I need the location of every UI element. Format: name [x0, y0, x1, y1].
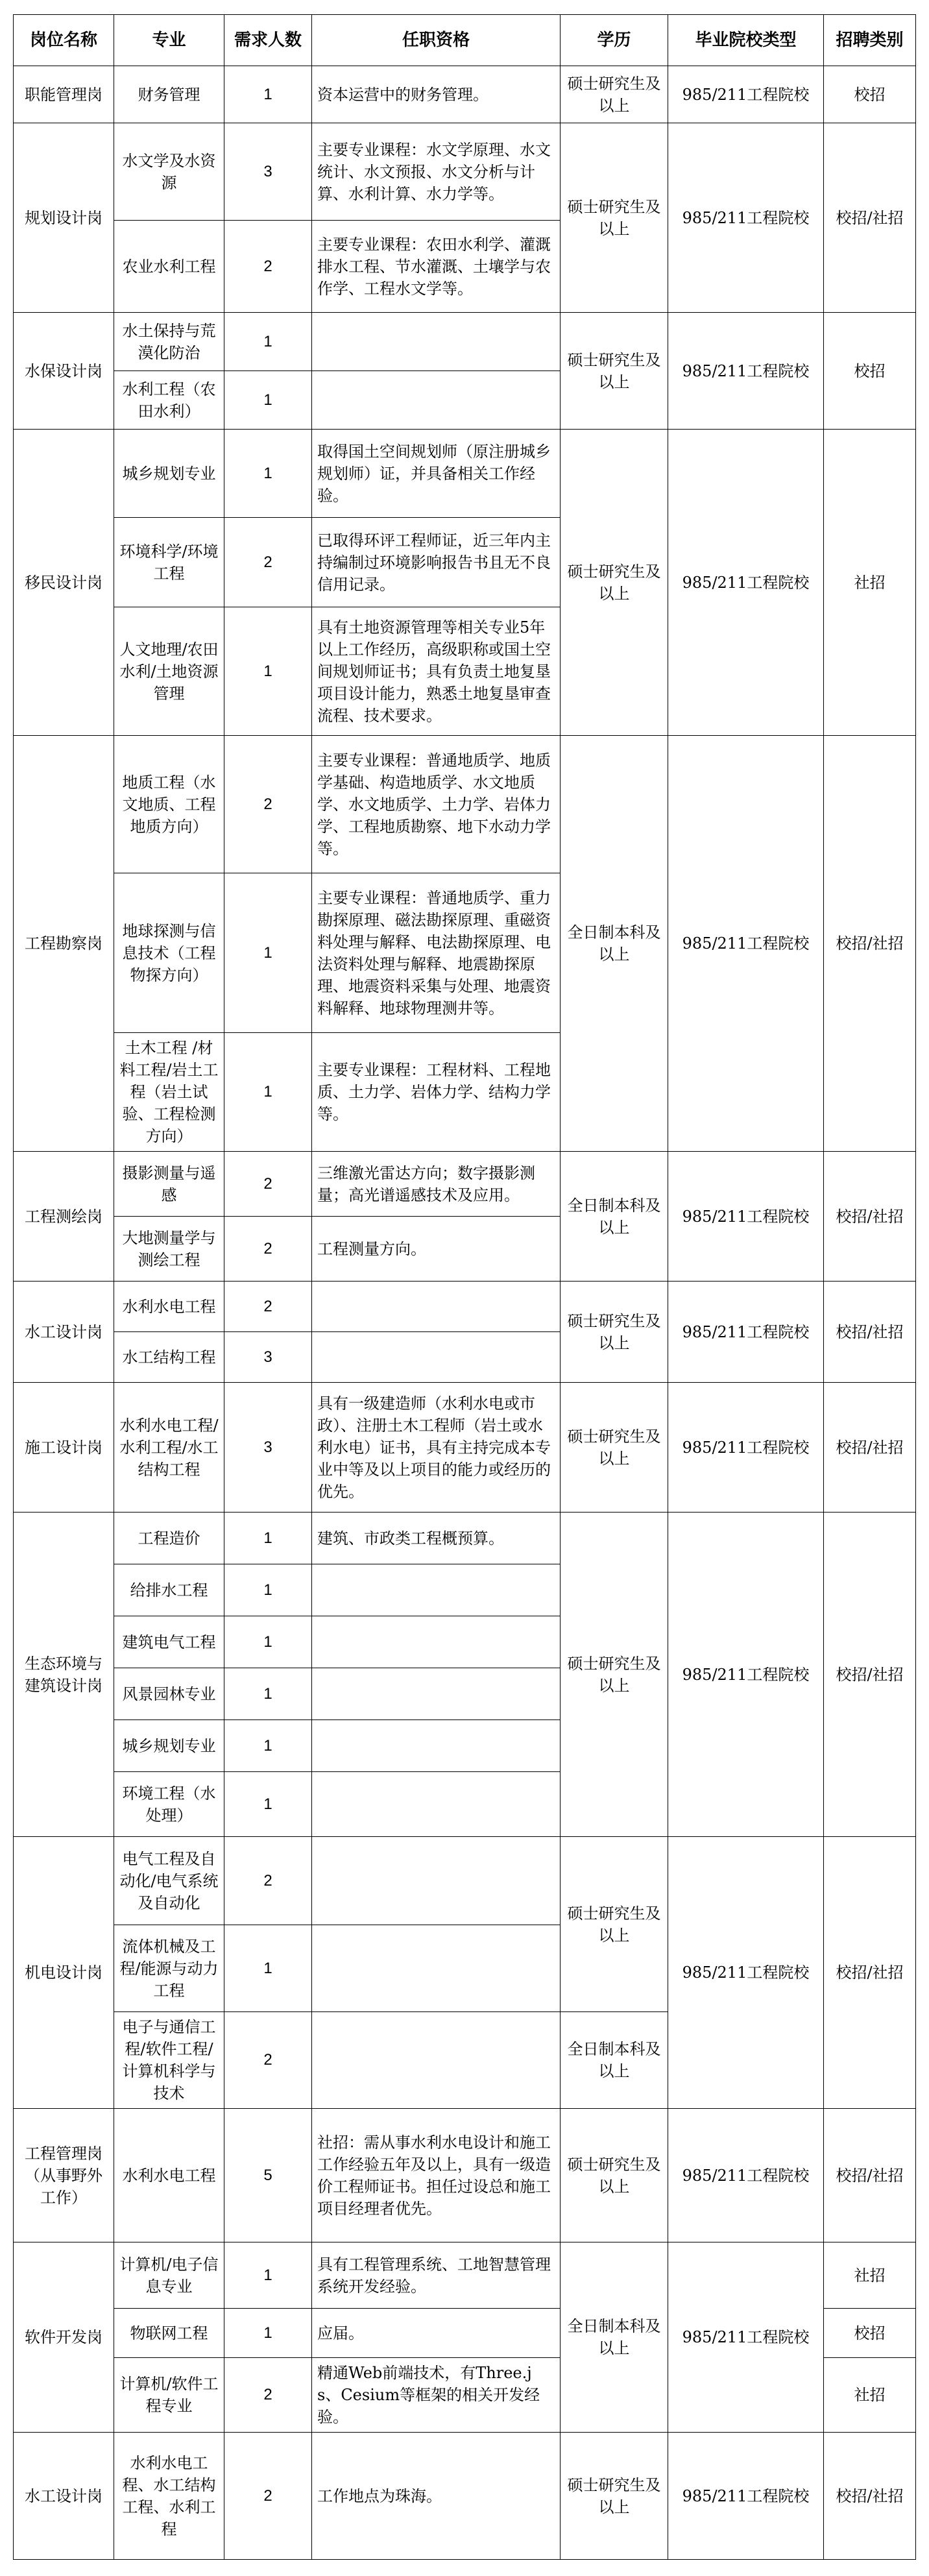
qualification-cell [312, 1668, 561, 1720]
table-row [14, 430, 916, 518]
major-cell: 电气工程及自动化/电气系统及自动化 [114, 1837, 224, 1925]
table-row [14, 736, 916, 873]
header-education: 学历 [561, 15, 668, 66]
qualification-cell [312, 1925, 561, 2012]
qualification-cell [312, 1772, 561, 1837]
header-count: 需求人数 [224, 15, 312, 66]
major-cell: 城乡规划专业 [114, 430, 224, 518]
major-cell: 给排水工程 [114, 1564, 224, 1616]
table-row [14, 1282, 916, 1332]
major-cell: 建筑电气工程 [114, 1616, 224, 1668]
education-cell: 硕士研究生及以上 [561, 1837, 668, 2012]
count-cell: 1 [224, 1925, 312, 2012]
qualification-cell: 建筑、市政类工程概预算。 [312, 1513, 561, 1564]
major-cell: 财务管理 [114, 66, 224, 123]
qualification-cell: 精通Web前端技术，有Three.js、Cesium等框架的相关开发经验。 [312, 2358, 561, 2433]
major-cell: 物联网工程 [114, 2309, 224, 2358]
qualification-cell [312, 1332, 561, 1383]
school-type-cell: 985/211工程院校 [668, 1152, 824, 1282]
count-cell: 5 [224, 2109, 312, 2242]
recruit-type-cell: 社招 [824, 430, 916, 736]
school-type-cell: 985/211工程院校 [668, 2109, 824, 2242]
post-cell: 职能管理岗 [14, 66, 114, 123]
post-cell: 规划设计岗 [14, 123, 114, 313]
count-cell: 1 [224, 1564, 312, 1616]
count-cell: 1 [224, 1033, 312, 1152]
qualification-cell [312, 313, 561, 371]
major-cell: 城乡规划专业 [114, 1720, 224, 1772]
qualification-cell: 资本运营中的财务管理。 [312, 66, 561, 123]
post-cell: 软件开发岗 [14, 2242, 114, 2433]
count-cell: 2 [224, 1282, 312, 1332]
qualification-cell: 已取得环评工程师证，近三年内主持编制过环境影响报告书且无不良信用记录。 [312, 518, 561, 607]
recruit-type-cell: 校招/社招 [824, 1282, 916, 1383]
major-cell: 环境科学/环境工程 [114, 518, 224, 607]
recruit-type-cell: 校招/社招 [824, 1837, 916, 2109]
recruit-type-cell: 校招/社招 [824, 2433, 916, 2560]
qualification-cell: 工程测量方向。 [312, 1217, 561, 1282]
school-type-cell: 985/211工程院校 [668, 123, 824, 313]
qualification-cell: 工作地点为珠海。 [312, 2433, 561, 2560]
education-cell: 全日制本科及以上 [561, 736, 668, 1152]
major-cell: 环境工程（水处理） [114, 1772, 224, 1837]
qualification-cell: 主要专业课程：农田水利学、灌溉排水工程、节水灌溉、土壤学与农作学、工程水文学等。 [312, 221, 561, 313]
major-cell: 计算机/软件工程专业 [114, 2358, 224, 2433]
qualification-cell [312, 1837, 561, 1925]
count-cell: 1 [224, 2309, 312, 2358]
major-cell: 摄影测量与遥感 [114, 1152, 224, 1217]
count-cell: 2 [224, 221, 312, 313]
education-cell: 硕士研究生及以上 [561, 313, 668, 430]
school-type-cell: 985/211工程院校 [668, 313, 824, 430]
table-row [14, 123, 916, 221]
major-cell: 水利水电工程 [114, 2109, 224, 2242]
major-cell: 地球探测与信息技术（工程物探方向） [114, 873, 224, 1033]
recruit-type-cell: 校招/社招 [824, 1152, 916, 1282]
qualification-cell: 取得国土空间规划师（原注册城乡规划师）证，并具备相关工作经验。 [312, 430, 561, 518]
post-cell: 水工设计岗 [14, 2433, 114, 2560]
major-cell: 水工结构工程 [114, 1332, 224, 1383]
count-cell: 1 [224, 1772, 312, 1837]
count-cell: 1 [224, 313, 312, 371]
education-cell: 硕士研究生及以上 [561, 2109, 668, 2242]
post-cell: 水保设计岗 [14, 313, 114, 430]
post-cell: 水工设计岗 [14, 1282, 114, 1383]
major-cell: 水土保持与荒漠化防治 [114, 313, 224, 371]
major-cell: 水利水电工程、水工结构工程、水利工程 [114, 2433, 224, 2560]
education-cell: 全日制本科及以上 [561, 1152, 668, 1282]
header-qualification: 任职资格 [312, 15, 561, 66]
qualification-cell: 具有工程管理系统、工地智慧管理系统开发经验。 [312, 2242, 561, 2309]
recruit-type-cell: 校招/社招 [824, 2109, 916, 2242]
qualification-cell [312, 2012, 561, 2109]
count-cell: 1 [224, 66, 312, 123]
table-row [14, 2433, 916, 2560]
recruit-type-cell: 校招 [824, 313, 916, 430]
header-row [14, 15, 916, 66]
qualification-cell [312, 1616, 561, 1668]
count-cell: 2 [224, 2012, 312, 2109]
major-cell: 农业水利工程 [114, 221, 224, 313]
qualification-cell: 三维激光雷达方向；数字摄影测量；高光谱遥感技术及应用。 [312, 1152, 561, 1217]
post-cell: 移民设计岗 [14, 430, 114, 736]
education-cell: 全日制本科及以上 [561, 2012, 668, 2109]
education-cell: 硕士研究生及以上 [561, 2433, 668, 2560]
major-cell: 工程造价 [114, 1513, 224, 1564]
recruit-type-cell: 校招 [824, 66, 916, 123]
education-cell: 硕士研究生及以上 [561, 1513, 668, 1837]
table-row [14, 66, 916, 123]
count-cell: 1 [224, 2242, 312, 2309]
major-cell: 水利水电工程/水利工程/水工结构工程 [114, 1383, 224, 1513]
qualification-cell: 主要专业课程：水文学原理、水文统计、水文预报、水文分析与计算、水利计算、水力学等。 [312, 123, 561, 221]
count-cell: 1 [224, 607, 312, 736]
table-row [14, 1837, 916, 1925]
count-cell: 2 [224, 1152, 312, 1217]
count-cell: 3 [224, 1332, 312, 1383]
major-cell: 土木工程 /材料工程/岩土工程（岩土试验、工程检测方向） [114, 1033, 224, 1152]
qualification-cell: 应届。 [312, 2309, 561, 2358]
education-cell: 硕士研究生及以上 [561, 1383, 668, 1513]
header-major: 专业 [114, 15, 224, 66]
major-cell: 计算机/电子信息专业 [114, 2242, 224, 2309]
major-cell: 地质工程（水文地质、工程地质方向） [114, 736, 224, 873]
count-cell: 2 [224, 1217, 312, 1282]
post-cell: 工程勘察岗 [14, 736, 114, 1152]
count-cell: 1 [224, 1616, 312, 1668]
count-cell: 1 [224, 1720, 312, 1772]
school-type-cell: 985/211工程院校 [668, 736, 824, 1152]
major-cell: 水利工程（农田水利） [114, 371, 224, 430]
post-cell: 机电设计岗 [14, 1837, 114, 2109]
school-type-cell: 985/211工程院校 [668, 2242, 824, 2433]
qualification-cell: 具有一级建造师（水利水电或市政）、注册土木工程师（岩土或水利水电）证书，具有主持完成本专业中等及以上项目的能力或经历的优先。 [312, 1383, 561, 1513]
recruit-type-cell: 社招 [824, 2358, 916, 2433]
post-cell: 生态环境与建筑设计岗 [14, 1513, 114, 1837]
school-type-cell: 985/211工程院校 [668, 1282, 824, 1383]
table-row [14, 313, 916, 371]
major-cell: 电子与通信工程/软件工程/计算机科学与技术 [114, 2012, 224, 2109]
count-cell: 1 [224, 430, 312, 518]
school-type-cell: 985/211工程院校 [668, 66, 824, 123]
header-post: 岗位名称 [14, 15, 114, 66]
major-cell: 水利水电工程 [114, 1282, 224, 1332]
count-cell: 2 [224, 2358, 312, 2433]
major-cell: 风景园林专业 [114, 1668, 224, 1720]
recruit-type-cell: 校招/社招 [824, 1513, 916, 1837]
header-school-type: 毕业院校类型 [668, 15, 824, 66]
qualification-cell: 具有土地资源管理等相关专业5年以上工作经历，高级职称或国土空间规划师证书；具有负责土地复垦项目设计能力，熟悉土地复垦审查流程、技术要求。 [312, 607, 561, 736]
recruit-type-cell: 校招 [824, 2309, 916, 2358]
table-row [14, 2242, 916, 2309]
recruit-type-cell: 社招 [824, 2242, 916, 2309]
qualification-cell: 主要专业课程：普通地质学、地质学基础、构造地质学、水文地质学、水文地质学、土力学、岩体力学、工程地质勘察、地下水动力学等。 [312, 736, 561, 873]
count-cell: 1 [224, 1668, 312, 1720]
post-cell: 工程测绘岗 [14, 1152, 114, 1282]
education-cell: 硕士研究生及以上 [561, 123, 668, 313]
count-cell: 3 [224, 1383, 312, 1513]
education-cell: 全日制本科及以上 [561, 2242, 668, 2433]
school-type-cell: 985/211工程院校 [668, 1513, 824, 1837]
major-cell: 水文学及水资源 [114, 123, 224, 221]
major-cell: 流体机械及工程/能源与动力工程 [114, 1925, 224, 2012]
school-type-cell: 985/211工程院校 [668, 1837, 824, 2109]
recruit-type-cell: 校招/社招 [824, 1383, 916, 1513]
major-cell: 大地测量学与测绘工程 [114, 1217, 224, 1282]
education-cell: 硕士研究生及以上 [561, 430, 668, 736]
school-type-cell: 985/211工程院校 [668, 1383, 824, 1513]
table-row [14, 1383, 916, 1513]
education-cell: 硕士研究生及以上 [561, 1282, 668, 1383]
qualification-cell: 社招：需从事水利水电设计和施工工作经验五年及以上，具有一级造价工程师证书。担任过设总和施工项目经理者优先。 [312, 2109, 561, 2242]
post-cell: 施工设计岗 [14, 1383, 114, 1513]
table-row [14, 1513, 916, 1564]
table-row [14, 1152, 916, 1217]
table-row [14, 2109, 916, 2242]
recruitment-table [13, 14, 916, 2560]
count-cell: 2 [224, 1837, 312, 1925]
recruit-type-cell: 校招/社招 [824, 736, 916, 1152]
header-recruit-type: 招聘类别 [824, 15, 916, 66]
post-cell: 工程管理岗（从事野外工作） [14, 2109, 114, 2242]
count-cell: 1 [224, 1513, 312, 1564]
qualification-cell [312, 1282, 561, 1332]
count-cell: 2 [224, 2433, 312, 2560]
qualification-cell [312, 1720, 561, 1772]
education-cell: 硕士研究生及以上 [561, 66, 668, 123]
count-cell: 2 [224, 518, 312, 607]
count-cell: 3 [224, 123, 312, 221]
major-cell: 人文地理/农田水利/土地资源管理 [114, 607, 224, 736]
qualification-cell [312, 371, 561, 430]
recruit-type-cell: 校招/社招 [824, 123, 916, 313]
qualification-cell [312, 1564, 561, 1616]
count-cell: 2 [224, 736, 312, 873]
school-type-cell: 985/211工程院校 [668, 2433, 824, 2560]
qualification-cell: 主要专业课程：普通地质学、重力勘探原理、磁法勘探原理、重磁资料处理与解释、电法勘探原理、电法资料处理与解释、地震勘探原理、地震资料采集与处理、地震资料解释、地球物理测井等。 [312, 873, 561, 1033]
qualification-cell: 主要专业课程：工程材料、工程地质、土力学、岩体力学、结构力学等。 [312, 1033, 561, 1152]
count-cell: 1 [224, 371, 312, 430]
count-cell: 1 [224, 873, 312, 1033]
school-type-cell: 985/211工程院校 [668, 430, 824, 736]
